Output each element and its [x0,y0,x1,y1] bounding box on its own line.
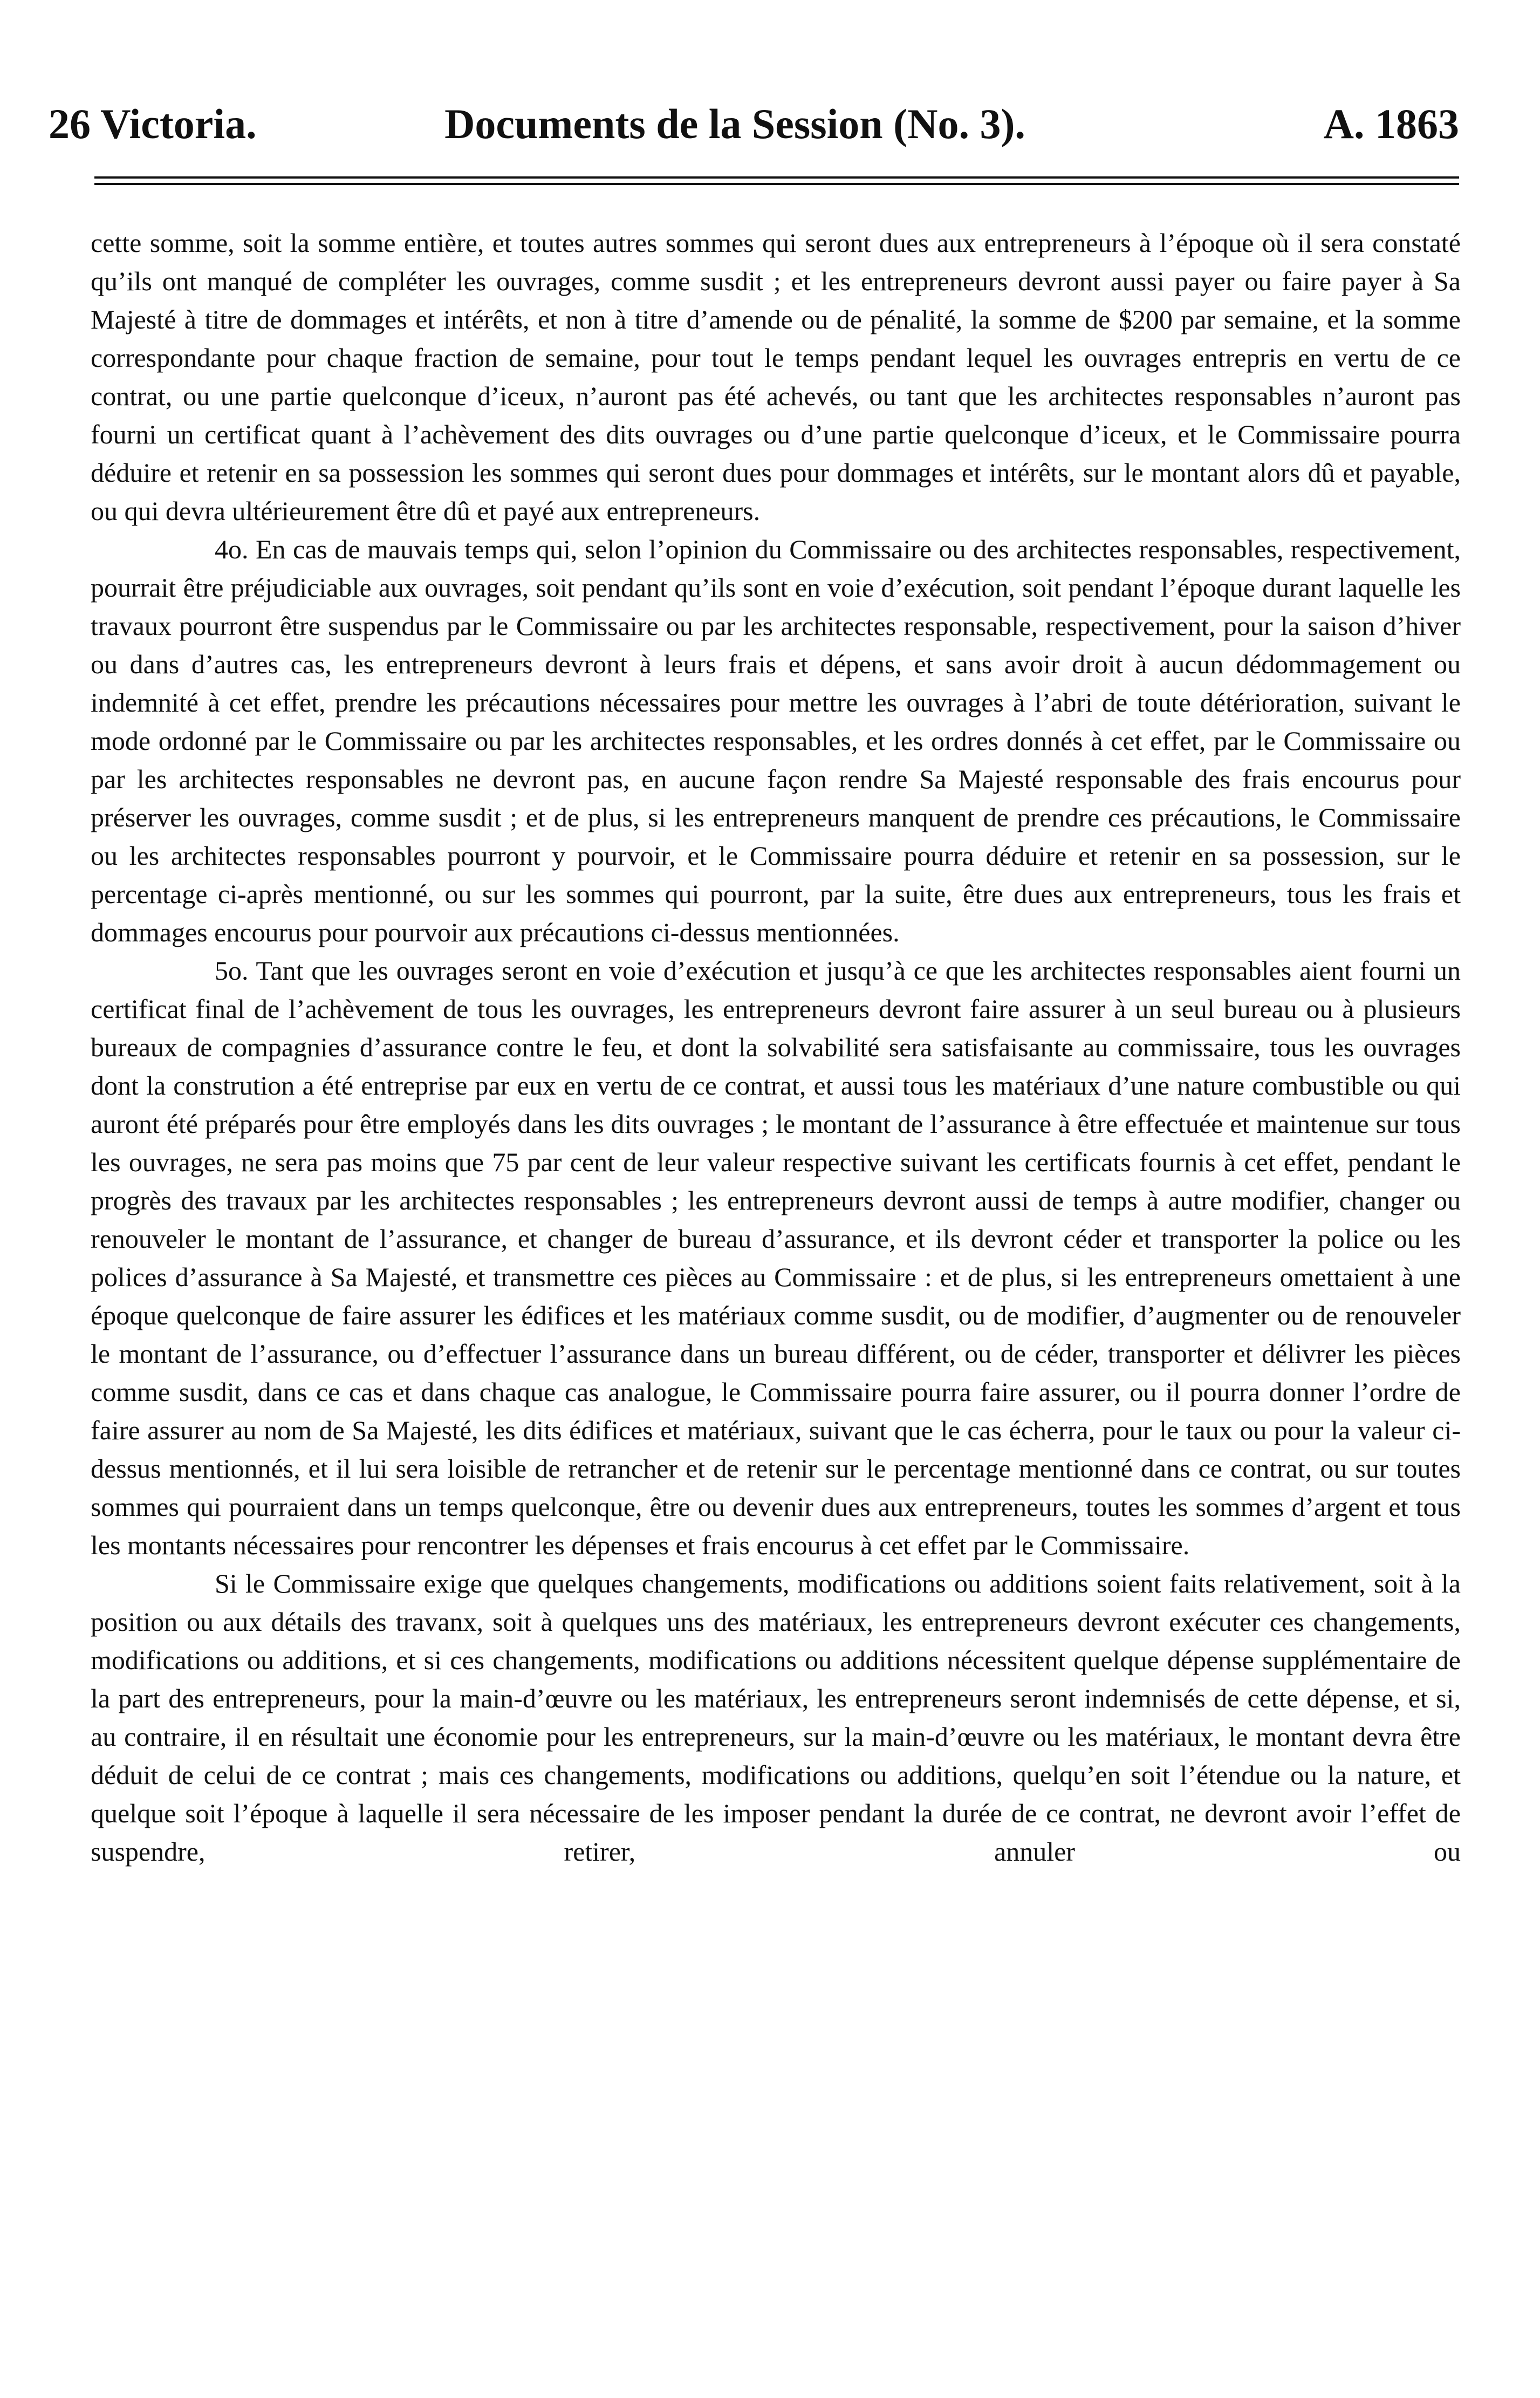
header-double-rule [94,176,1459,185]
paragraph-article-5: 5o. Tant que les ouvrages seront en voie d’exécution et jusqu’à ce que les architectes responsables aient fourni un certificat final de l’achèvement de tous les ouvrages, les entrepreneurs devront faire assurer à un seul bureau ou à plusieurs bureaux de compagnies d’assurance contre le feu, et dont la solvabilité sera satisfaisante au commissaire, tous les ouvrages dont la constrution a été entreprise par eux en vertu de ce contrat, et aussi tous les matériaux d’une nature combustible ou qui auront été préparés pour être employés dans les dits ouvrages ; le montant de l’assurance à être effectuée et maintenue sur tous les ouvrages, ne sera pas moins que 75 par cent de leur valeur respective suivant les certificats fournis à cet effet, pendant le progrès des travaux par les architectes responsables ; les entrepreneurs devront aussi de temps à autre modifier, changer ou renouveler le montant de l’assurance, et changer de bureau d’assurance, et ils devront céder et transporter la police ou les polices d’assurance à Sa Majesté, et transmettre ces pièces au Commissaire : et de plus, si les entrepreneurs omettaient à une époque quelconque de faire assurer les édifices et les matériaux comme susdit, ou de modifier, d’augmenter ou de renouveler le montant de l’assurance, ou d’effectuer l’assurance dans un bureau différent, ou de céder, transporter et délivrer les pièces comme susdit, dans ce cas et dans chaque cas analogue, le Commissaire pourra faire assurer, ou il pourra donner l’ordre de faire assurer au nom de Sa Majesté, les dits édifices et matériaux, suivant que le cas écherra, pour le taux ou pour la valeur ci-dessus mentionnés, et il lui sera loisible de retrancher et de retenir sur le percentage mentionné dans ce contrat, ou sur toutes sommes qui pourraient dans un temps quelconque, être ou devenir dues aux entrepreneurs, toutes les sommes d’argent et tous les montants nécessaires pour rencontrer les dépenses et frais encourus à cet effet par le Commissaire. [91,955,1461,1560]
running-header [49,92,1459,156]
header-session-label: 26 Victoria. [49,100,257,147]
paragraph-changes: Si le Commissaire exige que quelques changements, modifications ou additions soient faits relativement, soit à la position ou aux détails des travanx, soit à quelques uns des matériaux, les entrepreneurs devront exécuter ces changements, modifications ou additions, et si ces changements, modifications ou additions nécessitent quelque dépense supplémentaire de la part des entrepreneurs, pour la main-d’œuvre ou les matériaux, les entrepreneurs seront indemnisés de cette dépense, et si, au contraire, il en résultait une économie pour les entrepreneurs, sur la main-d’œuvre ou les matériaux, le montant devra être déduit de celui de ce contrat ; mais ces changements, modifications ou additions, quelqu’en soit l’étendue ou la nature, et quelque soit l’époque à laquelle il sera nécessaire de les imposer pendant la durée de ce contrat, ne devront avoir l’effet de suspendre, retirer, annuler ou [91,1568,1461,1867]
header-document-title: Documents de la Session (No. 3). [444,100,1025,147]
paragraph-article-4: 4o. En cas de mauvais temps qui, selon l’opinion du Commissaire ou des architectes responsables, respectivement, pourrait être préjudiciable aux ouvrages, soit pendant qu’ils sont en voie d’exécution, soit pendant l’époque durant laquelle les travaux pourront être suspendus par le Commissaire ou par les architectes responsable, respectivement, pour la saison d’hiver ou dans d’autres cas, les entrepreneurs devront à leurs frais et dépens, et sans avoir droit à aucun dédommagement ou indemnité à cet effet, prendre les précautions nécessaires pour mettre les ouvrages à l’abri de toute détérioration, suivant le mode ordonné par le Commissaire ou par les architectes responsables, et les ordres donnés à cet effet, par le Commissaire ou par les architectes responsables ne devront pas, en aucune façon rendre Sa Majesté responsable des frais encourus pour préserver les ouvrages, comme susdit ; et de plus, si les entrepreneurs manquent de prendre ces précautions, le Commissaire ou les architectes responsables pourront y pourvoir, et le Commissaire pourra déduire et retenir en sa possession, sur le percentage ci-après mentionné, ou sur les sommes qui pourront, par la suite, être dues aux entrepreneurs, tous les frais et dommages encourus pour pourvoir aux précautions ci-dessus mentionnées. [91,534,1461,947]
paragraph-continuation: cette somme, soit la somme entière, et toutes autres sommes qui seront dues aux entrepreneurs à l’époque où il sera constaté qu’ils ont manqué de compléter les ouvrages, comme susdit ; et les entrepreneurs devront aussi payer ou faire payer à Sa Majesté à titre de dommages et intérêts, et non à titre d’amende ou de pénalité, la somme de $200 par semaine, et la somme correspondante pour chaque fraction de semaine, pour tout le temps pendant lequel les ouvrages entrepris en vertu de ce contrat, ou une partie quelconque d’iceux, n’auront pas été achevés, ou tant que les architectes responsables n’auront pas fourni un certificat quant à l’achèvement des dits ouvrages ou d’une partie quelconque d’iceux, et le Commissaire pourra déduire et retenir en sa possession les sommes qui seront dues pour dommages et intérêts, sur le montant alors dû et payable, ou qui devra ultérieurement être dû et payé aux entrepreneurs. [91,228,1461,526]
header-year: A. 1863 [1323,100,1459,147]
body-text [91,224,1461,1871]
